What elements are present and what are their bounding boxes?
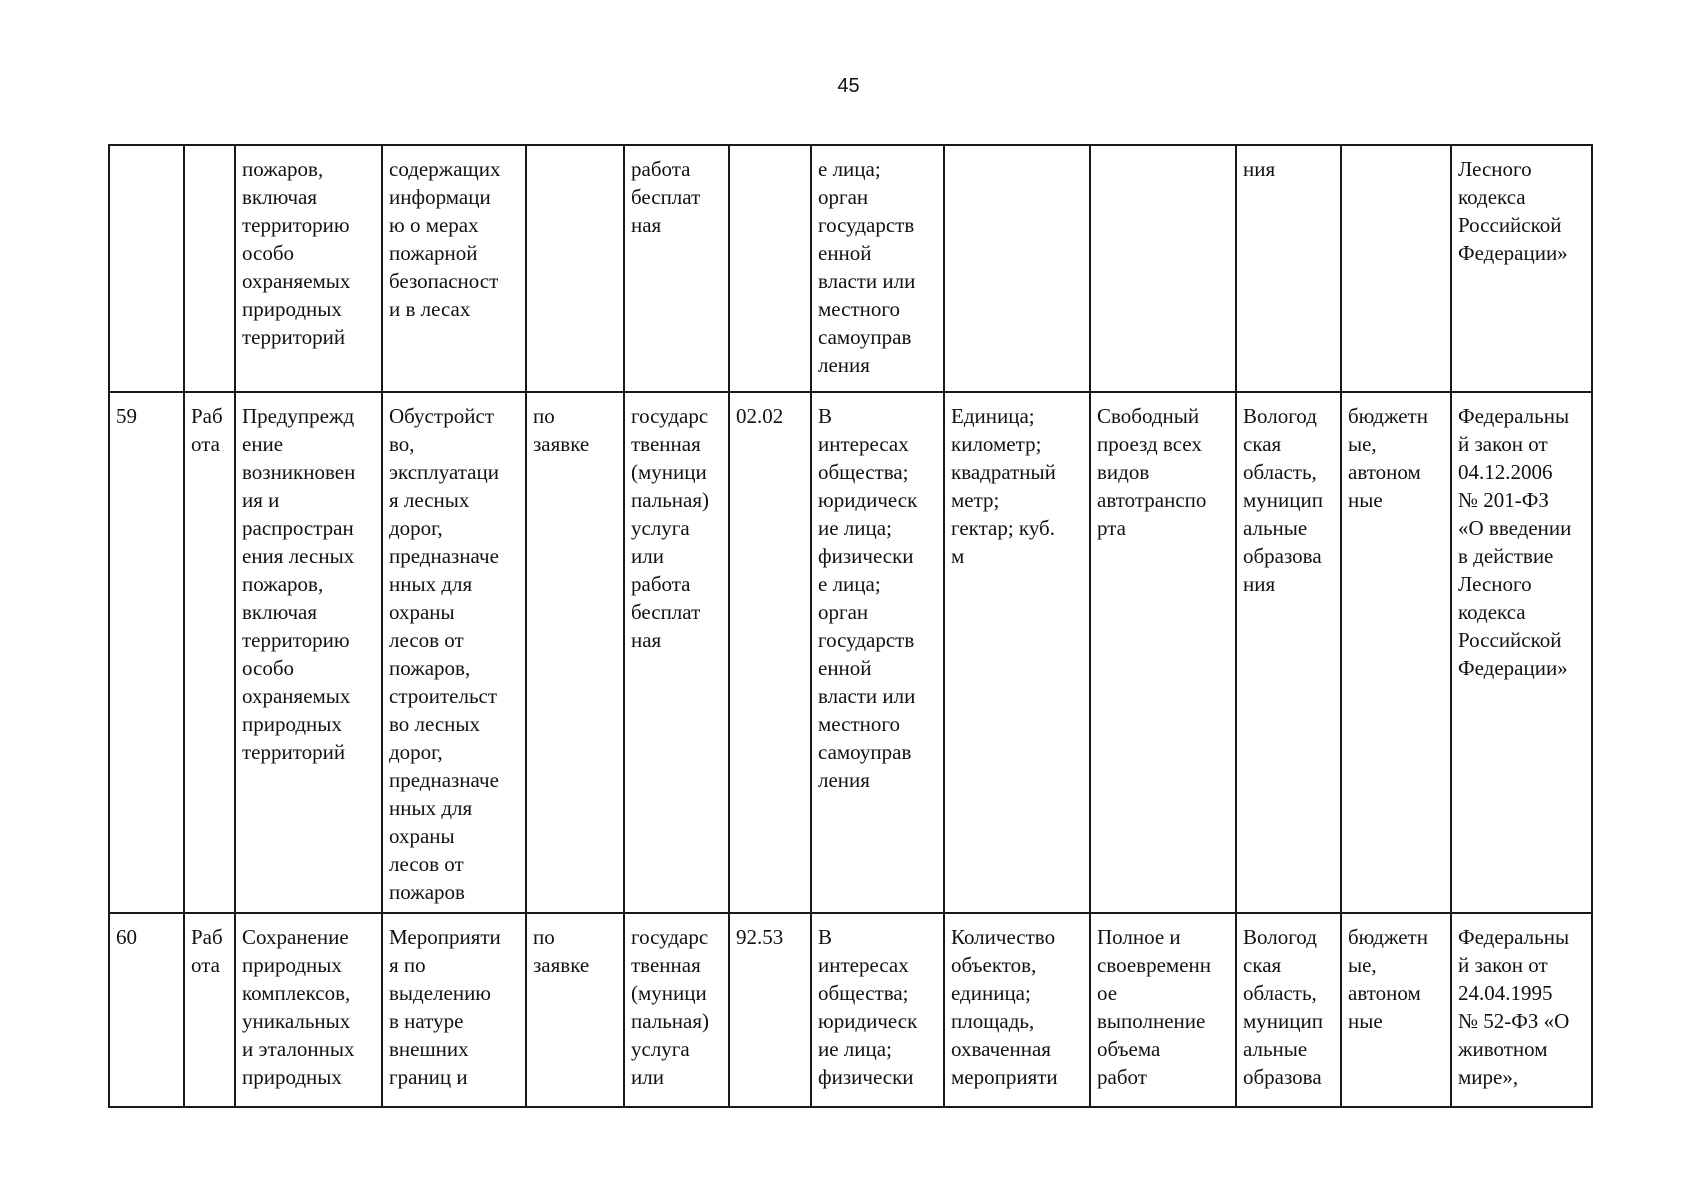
cell-name: пожаров, включая территорию особо охраняемых природных территорий [235,145,382,392]
cell-content: содержащих информаци ю о мерах пожарной безопасност и в лесах [382,145,526,392]
cell-consumers: е лица; орган государств енной власти или местного самоуправ ления [811,145,944,392]
cell-quality-indicator: Полное и своевременн ое выполнение объема работ [1090,913,1236,1107]
cell-number [109,145,184,392]
cell-condition: по заявке [526,392,624,913]
cell-kind: работа бесплат ная [624,145,729,392]
cell-condition [526,145,624,392]
cell-volume-indicator: Количество объектов, единица; площадь, охваченная мероприяти [944,913,1090,1107]
cell-code: 02.02 [729,392,811,913]
cell-institution-type: бюджетн ые, автоном ные [1341,392,1451,913]
cell-volume-indicator [944,145,1090,392]
cell-number: 59 [109,392,184,913]
cell-founder: Вологод ская область, муницип альные образова ния [1236,392,1341,913]
cell-volume-indicator: Единица; километр; квадратный метр; гектар; куб. м [944,392,1090,913]
cell-quality-indicator: Свободный проезд всех видов автотранспо рта [1090,392,1236,913]
cell-name: Предупрежд ение возникновен ия и распростран ения лесных пожаров, включая территорию особо охраняемых природных территорий [235,392,382,913]
cell-content: Мероприяти я по выделению в натуре внешних границ и [382,913,526,1107]
cell-legal-basis: Лесного кодекса Российской Федерации» [1451,145,1592,392]
cell-type: Раб ота [184,913,235,1107]
cell-code: 92.53 [729,913,811,1107]
cell-code [729,145,811,392]
cell-legal-basis: Федеральны й закон от 24.04.1995 № 52-ФЗ «О животном мире», [1451,913,1592,1107]
cell-name: Сохранение природных комплексов, уникальных и эталонных природных [235,913,382,1107]
cell-kind: государс твенная (муници пальная) услуга или [624,913,729,1107]
cell-consumers: В интересах общества; юридическ ие лица; физически е лица; орган государств енной власти или местного самоуправ ления [811,392,944,913]
cell-consumers: В интересах общества; юридическ ие лица; физически [811,913,944,1107]
cell-institution-type [1341,145,1451,392]
services-table [108,144,1593,1108]
table-row-59 [109,392,1592,913]
table-row-continuation [109,145,1592,392]
cell-kind: государс твенная (муници пальная) услуга или работа бесплат ная [624,392,729,913]
cell-quality-indicator [1090,145,1236,392]
cell-content: Обустройст во, эксплуатаци я лесных дорог, предназначе нных для охраны лесов от пожаров, строительст во лесных дорог, предназначе нных для охраны лесов от пожаров [382,392,526,913]
cell-number: 60 [109,913,184,1107]
cell-legal-basis: Федеральны й закон от 04.12.2006 № 201-ФЗ «О введении в действие Лесного кодекса Российской Федерации» [1451,392,1592,913]
page-number: 45 [837,75,860,97]
cell-institution-type: бюджетн ые, автоном ные [1341,913,1451,1107]
cell-type [184,145,235,392]
cell-founder: ния [1236,145,1341,392]
table-row-60 [109,913,1592,1107]
cell-condition: по заявке [526,913,624,1107]
cell-type: Раб ота [184,392,235,913]
cell-founder: Вологод ская область, муницип альные образова [1236,913,1341,1107]
